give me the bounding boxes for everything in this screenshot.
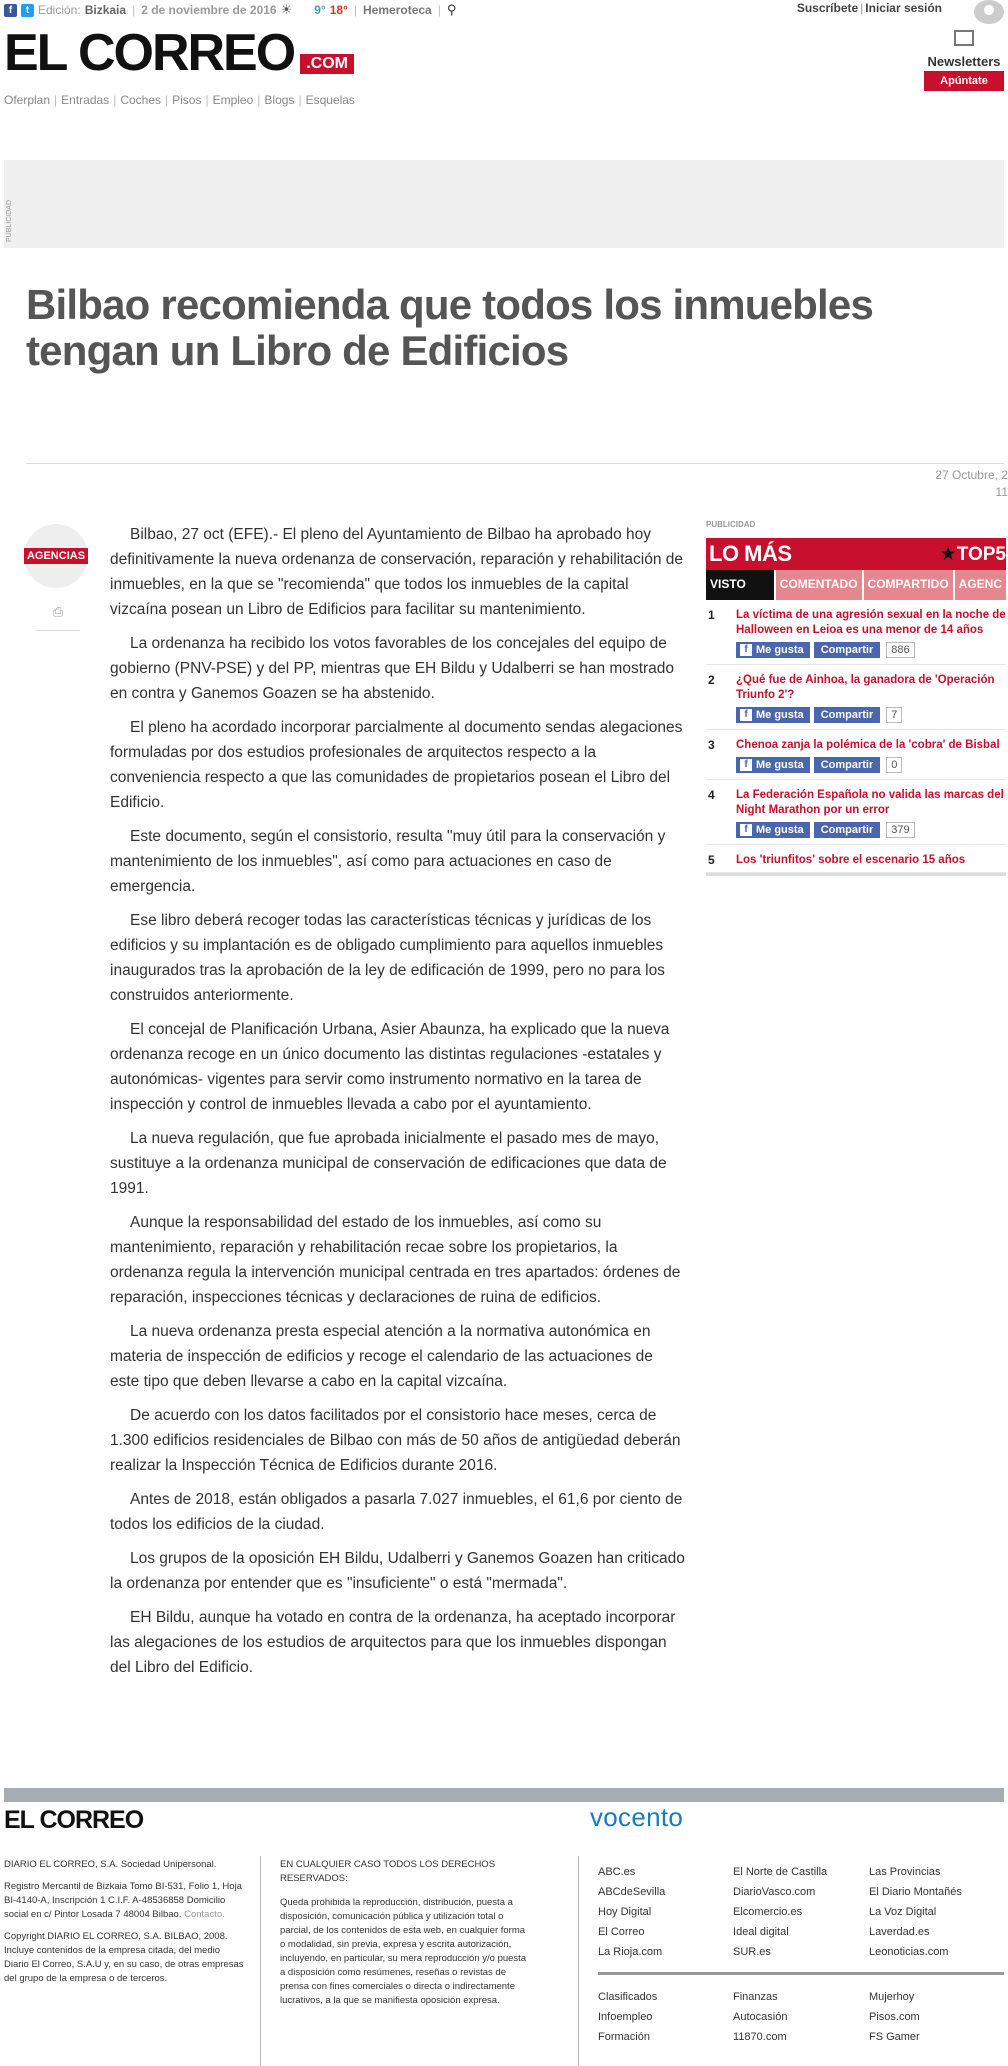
top-bar-left: [4, 2, 456, 18]
share-count: 886: [886, 642, 914, 658]
footer-link[interactable]: La Voz Digital: [868, 1906, 937, 1918]
footer-link[interactable]: El Correo: [598, 1926, 645, 1938]
footer-divider-bar: [4, 1788, 1004, 1802]
divider: |: [205, 93, 209, 107]
footer-link[interactable]: ABCdeSevilla: [598, 1886, 666, 1898]
like-label: Me gusta: [756, 644, 804, 656]
item-rank: 4: [708, 788, 715, 802]
item-social-actions: [736, 822, 1006, 838]
facebook-icon: f: [740, 759, 752, 771]
article-paragraph: Bilbao, 27 oct (EFE).- El pleno del Ayuntamiento de Bilbao ha aprobado hoy definitivamente la nueva ordenanza de conservación, reparación y rehabilitación de inmuebles, en la que se "recomienda" que todos los inmuebles de la capital vizcaína posean un Libro de Edificios para facilitar su mantenimiento.: [110, 526, 684, 618]
share-count: 379: [886, 822, 914, 838]
footer-link[interactable]: La Rioja.com: [598, 1946, 663, 1958]
sidebar-ad-label: PUBLICIDAD: [706, 520, 756, 529]
footer-logo[interactable]: EL CORREO: [4, 1806, 144, 1834]
login-link[interactable]: Iniciar sesión: [865, 1, 942, 15]
article-paragraph: El pleno ha acordado incorporar parcialmente al documento sendas alegaciones formuladas por dos estudios profesionales de arquitectos respecto a la conveniencia respecto a que las comunidades de propietarios posean el Libro del Edificio.: [110, 719, 683, 811]
article-paragraph: Este documento, según el consistorio, resulta "muy útil para la conservación y mantenimiento de los inmuebles", así como para actuaciones en caso de emergencia.: [110, 828, 666, 895]
ad-banner[interactable]: [4, 160, 1004, 248]
copyright-text: Copyright DIARIO EL CORREO, S.A. BILBAO, 2008. Incluye contenidos de la empresa citada, del medio Diario El Correo, S.A.U y, en su caso, de otras empresas del grupo de la empresa o de terceros.: [4, 1931, 244, 1984]
footer-link[interactable]: Autocasión: [733, 2011, 788, 2023]
most-popular-header: [706, 538, 1006, 570]
footer-link[interactable]: Elcomercio.es: [733, 1906, 803, 1918]
article-paragraph: La nueva regulación, que fue aprobada inicialmente el pasado mes de mayo, sustituye a la ordenanza municipal de conservación de edificaciones que data de 1991.: [110, 1130, 667, 1197]
article-date: [935, 467, 1008, 501]
vocento-logo[interactable]: vocento: [590, 1802, 684, 1832]
current-date: 2 de noviembre de 2016: [141, 3, 277, 17]
like-label: Me gusta: [756, 824, 804, 836]
company-name: DIARIO EL CORREO, S.A. Sociedad Unipersonal.: [4, 1859, 217, 1870]
subnav-oferplan[interactable]: Oferplan: [4, 93, 51, 107]
edition-label: Edición:: [38, 3, 81, 17]
top5-label: TOP5: [956, 544, 1006, 565]
footer-link[interactable]: Infoempleo: [598, 2011, 653, 2023]
article-date-line: 27 Octubre, 2: [935, 468, 1008, 482]
divider: |: [132, 3, 136, 17]
star-icon: ★: [939, 544, 957, 565]
footer-link[interactable]: Ideal digital: [733, 1926, 789, 1938]
list-item: [706, 600, 1006, 665]
item-rank: 2: [708, 673, 715, 687]
subscribe-link[interactable]: Suscríbete: [796, 1, 859, 15]
agency-label: AGENCIAS: [24, 548, 88, 564]
rights-text: Queda prohibida la reproducción, distribución, puesta a disposición, comunicación pública y utilización total o parcial, de los contenidos de esta web, en cualquier forma o modalidad, sin previa, expresa y escrita autorización, incluyendo, en particular, su mera reproducción y/o puesta a disposición como resúmenes, reseñas o revistas de prensa con fines comerciales o directa o indirectamente lucrativos, a la que se manifiesta oposición expresa.: [280, 1897, 527, 2006]
user-avatar-icon[interactable]: [974, 0, 1004, 24]
sun-cloud-icon: ☀: [280, 2, 293, 17]
hemeroteca-link[interactable]: Hemeroteca: [363, 3, 432, 17]
tab-compartido[interactable]: COMPARTIDO: [864, 570, 955, 600]
logo-text: EL CORREO: [4, 24, 295, 82]
article-body: [110, 522, 686, 1689]
facebook-icon[interactable]: f: [4, 4, 17, 17]
footer-links-row: [598, 1942, 1004, 1962]
top-bar: [0, 0, 1008, 20]
mail-icon: [954, 30, 974, 46]
footer-legal-info: [4, 1858, 244, 1994]
top5-badge: [940, 543, 1006, 566]
item-headline-link[interactable]: La víctima de una agresión sexual en la noche de Halloween en Leioa es una menor de 14 años: [736, 609, 1006, 636]
facebook-icon: f: [740, 644, 752, 656]
footer-links-row: [598, 2007, 1004, 2027]
divider: |: [165, 93, 169, 107]
subnav-empleo[interactable]: Empleo: [212, 93, 254, 107]
tab-agencias[interactable]: AGENC: [955, 570, 1006, 600]
item-social-actions: [736, 642, 1006, 658]
like-label: Me gusta: [756, 759, 804, 771]
footer-link[interactable]: Pisos.com: [868, 2011, 920, 2023]
temp-min: 9°: [314, 3, 326, 17]
list-item: [706, 730, 1006, 780]
agency-avatar: [24, 524, 88, 588]
footer-link[interactable]: Laverdad.es: [868, 1926, 930, 1938]
article-paragraph: La nueva ordenanza presta especial atención a la normativa autonómica en materia de inspección de edificios y recoge el calendario de las actuaciones de este tipo que deben llevarse a cabo en la capital vizcaína.: [110, 1323, 653, 1390]
newsletters-widget: [924, 30, 1004, 91]
item-rank: 3: [708, 738, 715, 752]
footer-links: [598, 1862, 1004, 2047]
facebook-like-button[interactable]: [736, 642, 810, 658]
headline-divider: [26, 463, 1004, 464]
rights-caption: EN CUALQUIER CASO TODOS LOS DERECHOS RESERVADOS:: [280, 1859, 496, 1884]
footer-link[interactable]: Finanzas: [733, 1991, 778, 2003]
most-popular-widget: [706, 538, 1006, 876]
account-links: [797, 1, 942, 15]
article-paragraph: Aunque la responsabilidad del estado de los inmuebles, así como su mantenimiento, reparación y rehabilitación recae sobre los propietarios, la ordenanza regula la intervención municipal centrada en tres apartados: órdenes de reparación, inspecciones técnicas y declaraciones de ruina de edificios.: [110, 1214, 681, 1306]
registry-info: [4, 1880, 244, 1922]
facebook-icon: f: [740, 709, 752, 721]
footer-link[interactable]: El Diario Montañés: [868, 1886, 962, 1898]
subnav-pisos[interactable]: Pisos: [172, 93, 202, 107]
divider: |: [298, 93, 302, 107]
article-paragraph: El concejal de Planificación Urbana, Asier Abaunza, ha explicado que la nueva ordenanza recoge en un único documento las distintas regulaciones -estatales y autonómicas- vigentes para servir como instrumento normativo en la tarea de inspección y control de inmuebles llevada a cabo por el ayuntamiento.: [110, 1021, 670, 1113]
divider: |: [257, 93, 261, 107]
footer-link[interactable]: Formación: [598, 2031, 650, 2043]
item-rank: 1: [708, 608, 715, 622]
article-time-line: 11: [995, 485, 1008, 499]
like-label: Me gusta: [756, 709, 804, 721]
divider: |: [437, 3, 441, 17]
search-icon[interactable]: ⚲: [446, 2, 457, 17]
footer-link[interactable]: Mujerhoy: [868, 1991, 915, 2003]
newsletters-subscribe-button[interactable]: Apúntate: [924, 71, 1004, 91]
most-popular-title: LO MÁS: [709, 541, 792, 566]
divider: |: [860, 1, 864, 15]
facebook-like-button[interactable]: [736, 822, 810, 838]
edition-selector[interactable]: Bizkaia: [84, 3, 127, 17]
facebook-icon: f: [740, 824, 752, 836]
footer-link[interactable]: El Norte de Castilla: [733, 1866, 828, 1878]
site-logo[interactable]: [4, 24, 354, 82]
ad-label: PUBLICIDAD: [6, 199, 13, 242]
list-item: [706, 780, 1006, 845]
footer-link[interactable]: Leonoticias.com: [868, 1946, 949, 1958]
article-tools: [24, 524, 92, 631]
share-button[interactable]: Compartir: [814, 822, 881, 838]
share-button[interactable]: Compartir: [814, 707, 881, 723]
most-popular-list: [706, 600, 1006, 876]
footer-link[interactable]: Clasificados: [598, 1991, 658, 2003]
share-button[interactable]: Compartir: [814, 757, 881, 773]
article-paragraph: La ordenanza ha recibido los votos favorables de los concejales del equipo de gobierno (PNV-PSE) y del PP, mientras que EH Bildu y Udalberri se han mostrado en contra y Ganemos Goazen se ha abstenido.: [110, 635, 675, 702]
footer-link[interactable]: SUR.es: [733, 1946, 771, 1958]
tools-divider: [36, 630, 80, 631]
subnav-entradas[interactable]: Entradas: [61, 93, 110, 107]
registry-text: Registro Mercantil de Bizkaia Tomo BI-531, Folio 1, Hoja BI-4140-A, Inscripción 1 C.I.F. A-48536858 Domicilio social en c/ Pintor Losada 7 48004 Bilbao.: [4, 1881, 242, 1920]
temp-max: 18°: [329, 3, 348, 17]
list-item: [706, 845, 1006, 873]
newsletters-label: Newsletters: [927, 54, 1001, 69]
article-paragraph: De acuerdo con los datos facilitados por el consistorio hace meses, cerca de 1.300 edificios residenciales de Bilbao con más de 50 años de antigüedad deberán realizar la Inspección Técnica de Edificios durante 2016.: [110, 1407, 681, 1474]
footer-links-row: [598, 1902, 1004, 1922]
tab-visto[interactable]: VISTO: [706, 570, 776, 600]
sub-navigation: [4, 93, 355, 107]
share-count: 0: [886, 757, 902, 773]
facebook-like-button[interactable]: [736, 707, 810, 723]
footer-column-divider: [260, 1856, 261, 2066]
article-paragraph: Los grupos de la oposición EH Bildu, Udalberri y Ganemos Goazen han criticado la ordenanza por entender que es "insuficiente" o está "mermada".: [110, 1550, 685, 1592]
item-headline-link[interactable]: La Federación Española no valida las marcas del Night Marathon por un error: [736, 789, 1004, 816]
article-paragraph: Ese libro deberá recoger todas las características técnicas y jurídicas de los edificios y su implantación es de obligado cumplimiento para aquellos inmuebles inaugurados tras la aprobación de la ley de edificación de 1999, pero no para los construidos anteriormente.: [110, 912, 665, 1004]
item-headline-link[interactable]: Los 'triunfitos' sobre el escenario 15 años: [736, 854, 966, 866]
footer-links-row: [598, 1862, 1004, 1882]
facebook-like-button[interactable]: [736, 757, 810, 773]
subnav-blogs[interactable]: Blogs: [264, 93, 295, 107]
share-button[interactable]: Compartir: [814, 642, 881, 658]
divider: |: [113, 93, 117, 107]
share-count: 7: [886, 707, 902, 723]
print-icon[interactable]: ⎙: [52, 604, 64, 619]
footer-rights: [280, 1858, 530, 2008]
footer-links-divider: [598, 1972, 1004, 1975]
subnav-coches[interactable]: Coches: [120, 93, 161, 107]
footer-links-row: [598, 2027, 1004, 2047]
divider: |: [353, 3, 358, 17]
subnav-esquelas[interactable]: Esquelas: [305, 93, 355, 107]
contact-link[interactable]: Contacto.: [184, 1909, 225, 1920]
tab-comentado[interactable]: COMENTADO: [776, 570, 864, 600]
twitter-icon[interactable]: t: [21, 4, 34, 17]
article-paragraph: Antes de 2018, están obligados a pasarla 7.027 inmuebles, el 61,6 por ciento de todos los edificios de la ciudad.: [110, 1491, 683, 1533]
footer-links-row: [598, 1987, 1004, 2007]
footer-link[interactable]: FS Gamer: [868, 2031, 920, 2043]
article-paragraph: EH Bildu, aunque ha votado en contra de la ordenanza, ha aceptado incorporar las alegaciones de los estudios de arquitectos para que los inmuebles dispongan del Libro del Edificio.: [110, 1609, 676, 1676]
divider: |: [54, 93, 58, 107]
item-social-actions: [736, 707, 1006, 723]
footer-link[interactable]: 11870.com: [733, 2031, 787, 2043]
most-popular-tabs: [706, 570, 1006, 600]
list-item: [706, 665, 1006, 730]
item-headline-link[interactable]: ¿Qué fue de Ainhoa, la ganadora de 'Operación Triunfo 2'?: [736, 674, 995, 701]
item-social-actions: [736, 757, 1006, 773]
footer-link[interactable]: ABC.es: [598, 1866, 636, 1878]
footer-column-divider: [578, 1856, 579, 2066]
footer-links-row: [598, 1922, 1004, 1942]
logo-com-badge: .COM: [300, 54, 354, 74]
footer-link[interactable]: Las Provincias: [868, 1866, 941, 1878]
footer-link[interactable]: Hoy Digital: [598, 1906, 652, 1918]
item-headline-link[interactable]: Chenoa zanja la polémica de la 'cobra' de Bisbal: [736, 739, 1000, 751]
footer-link[interactable]: DiarioVasco.com: [733, 1886, 816, 1898]
item-rank: 5: [708, 853, 715, 867]
footer-links-row: [598, 1882, 1004, 1902]
article-title: Bilbao recomienda que todos los inmuebles tengan un Libro de Edificios: [26, 281, 874, 374]
